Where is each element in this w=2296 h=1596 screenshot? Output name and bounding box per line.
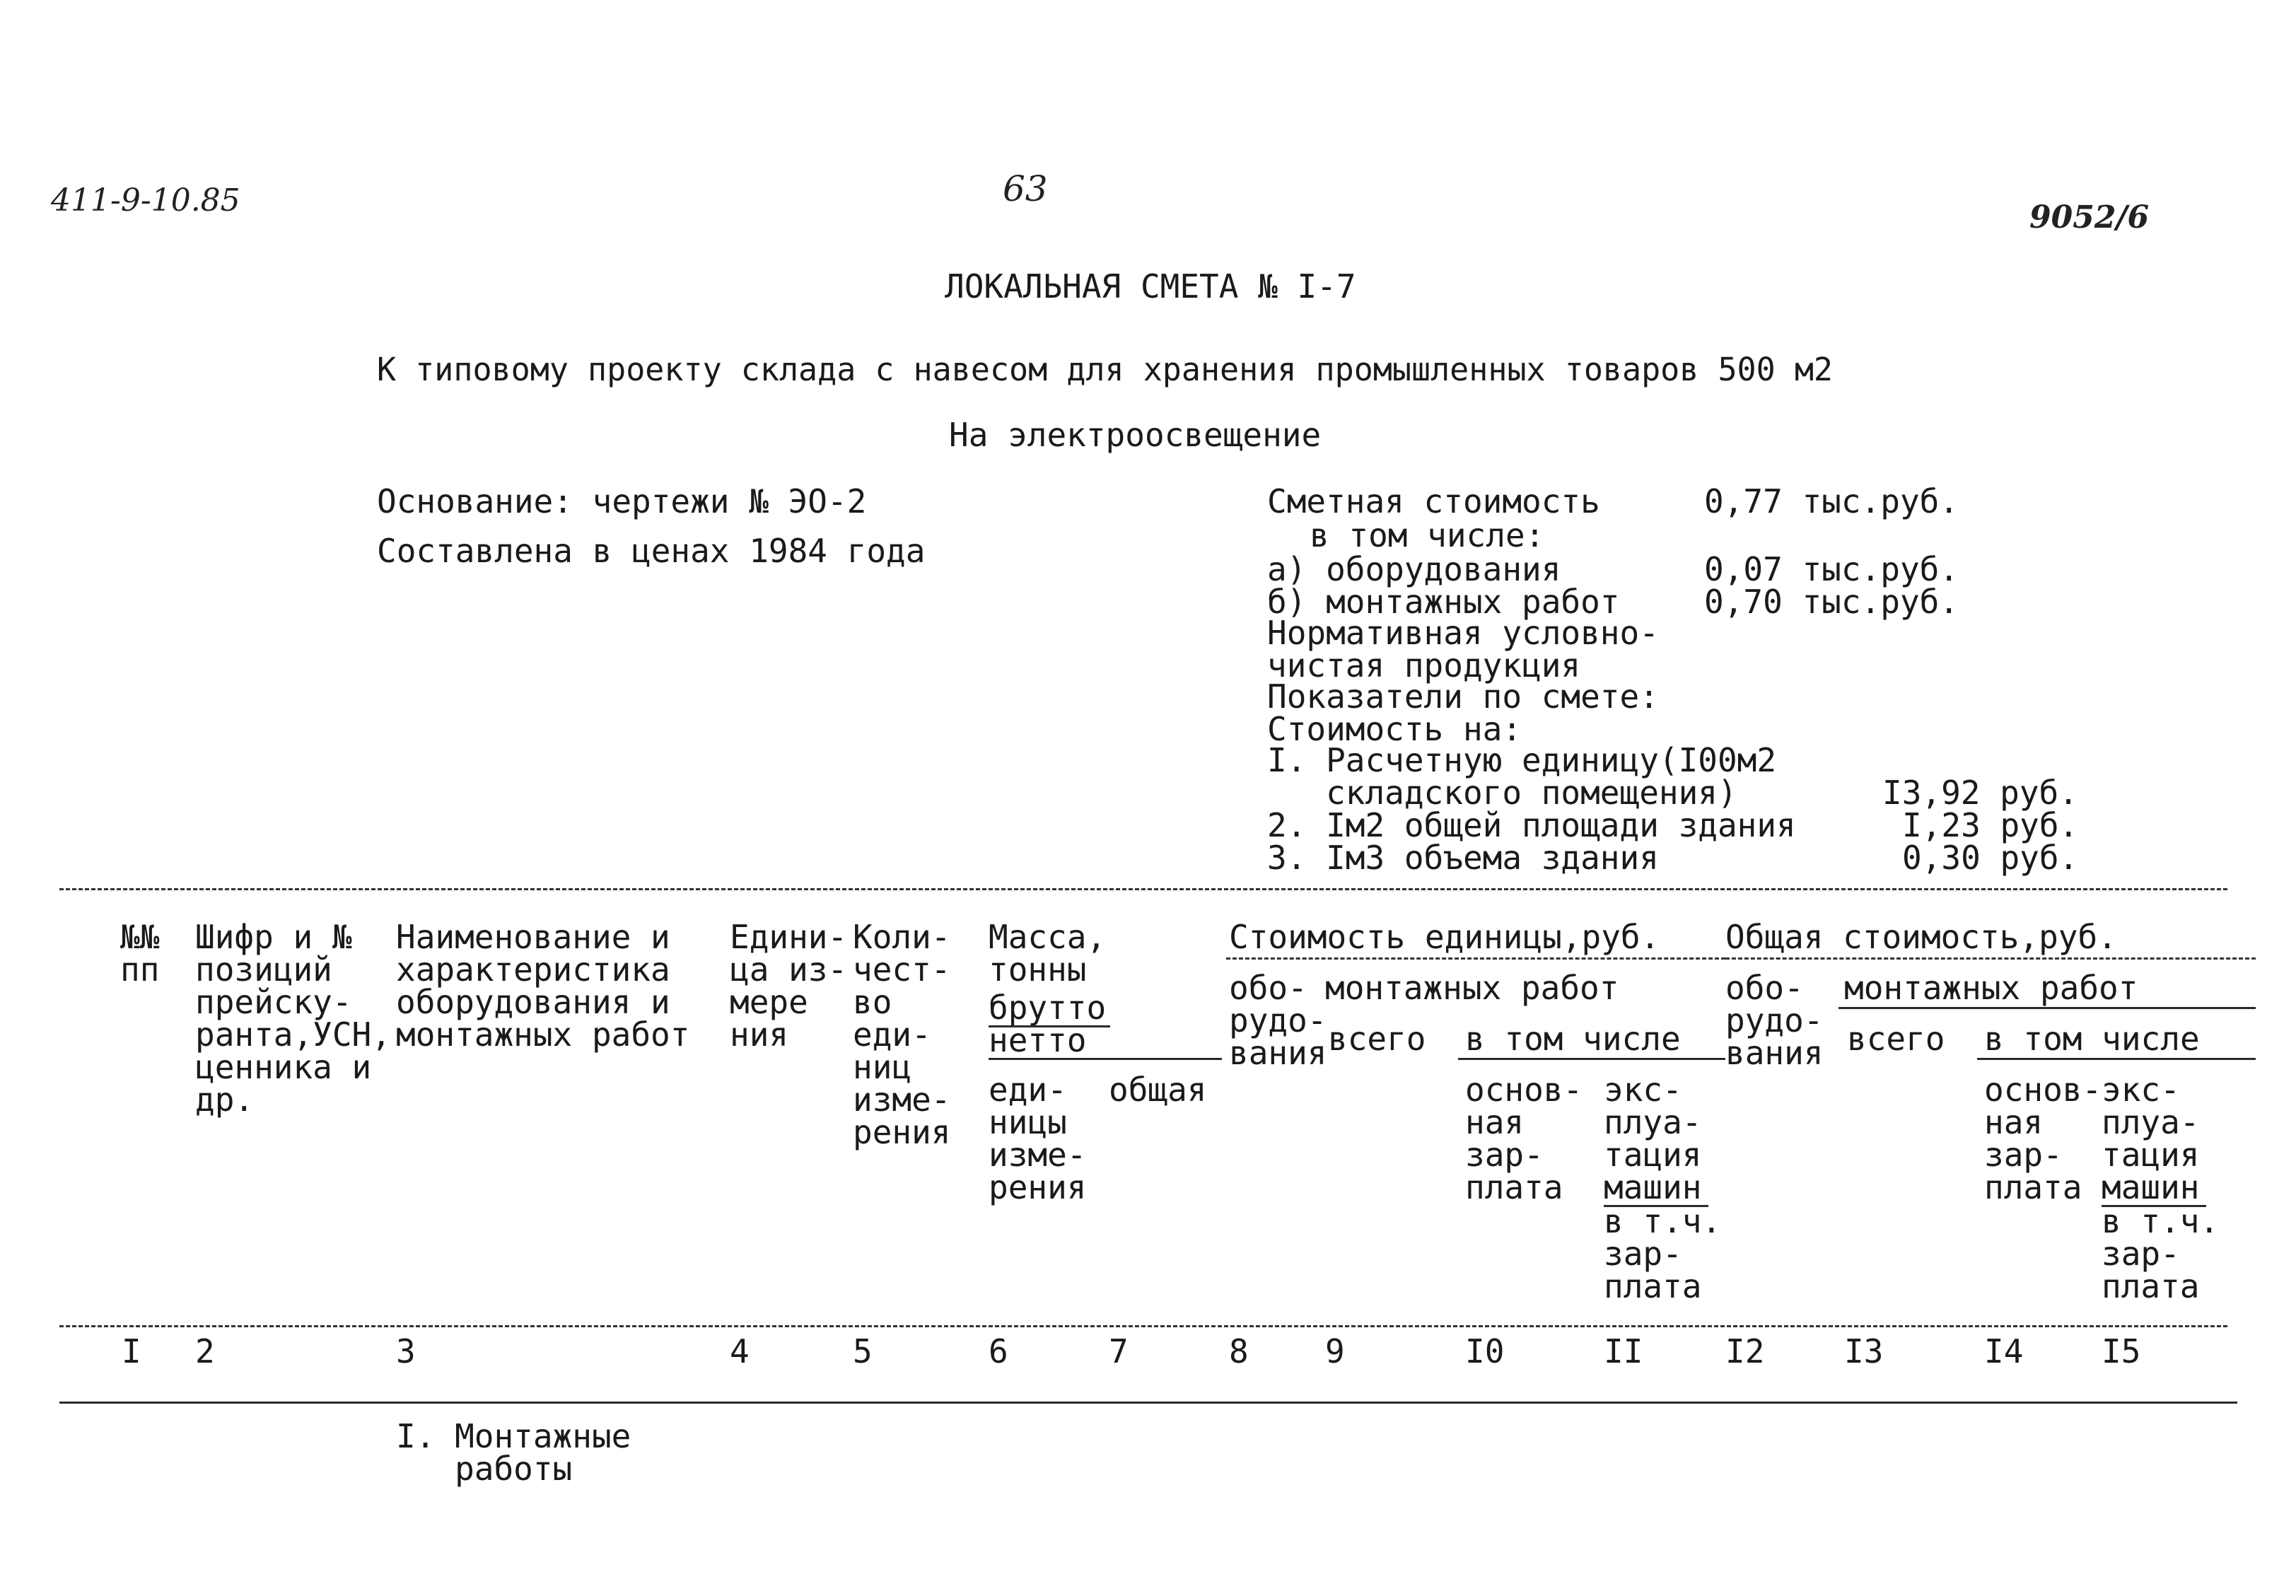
column-number: I3 (1844, 1332, 1884, 1370)
column-number: 6 (989, 1332, 1008, 1370)
indicator-2-label: 2. Iм2 общей площади здания (1267, 806, 1796, 844)
indicator-3-label: 3. Iм3 объема здания (1267, 839, 1659, 877)
indicator-2-value: I,23 руб. (1902, 806, 2079, 844)
cost-per-label: Стоимость на: (1267, 710, 1522, 748)
unit-cost-rule (1226, 957, 1725, 960)
norm-product-label: Нормативная условно- чистая продукция (1267, 614, 1659, 685)
header-total-incl: в том числе (1984, 1020, 2200, 1058)
header-mass: Масса, тонны (989, 918, 1107, 989)
header-unit-machine-salary: в т.ч. зар- плата (1604, 1202, 1722, 1305)
header-total-machine-salary: в т.ч. зар- плата (2102, 1202, 2220, 1305)
column-number: 2 (195, 1332, 215, 1370)
cost-total-label: Сметная стоимость (1267, 482, 1600, 520)
total-incl-rule (1977, 1058, 2256, 1060)
table-top-rule (59, 888, 2227, 890)
header-bottom-rule (59, 1325, 2227, 1327)
header-unit-equipment: обо- рудо- вания (1229, 969, 1327, 1072)
archive-number: 9052/6 (2029, 199, 2150, 235)
column-number: 4 (730, 1332, 750, 1370)
header-row-number: №№ пп (120, 918, 160, 989)
header-brutto: брутто (989, 989, 1107, 1027)
total-cost-rule (1725, 957, 2256, 960)
column-number: 5 (853, 1332, 873, 1370)
column-number: I2 (1725, 1332, 1765, 1370)
indicators-label: Показатели по смете: (1267, 677, 1659, 716)
header-unit-incl: в том числе (1465, 1020, 1681, 1058)
column-numbers-rule (59, 1402, 2237, 1404)
column-number: II (1604, 1332, 1643, 1370)
header-unit-base-salary: основ- ная зар- плата (1465, 1071, 1583, 1206)
header-unit-machines: экс- плуа- тация машин (1604, 1071, 1702, 1206)
cost-equipment-value: 0,07 тыс.руб. (1704, 550, 1959, 588)
header-unit-installation: монтажных работ (1325, 969, 1619, 1007)
header-quantity: Коли- чест- во еди- ниц изме- рения (853, 918, 951, 1151)
column-number: 7 (1109, 1332, 1129, 1370)
page-number: 63 (1003, 168, 1048, 209)
column-number: 9 (1325, 1332, 1345, 1370)
cost-including-label: в том числе: (1310, 516, 1545, 554)
column-number: I (122, 1332, 141, 1370)
document-title: ЛОКАЛЬНАЯ СМЕТА № I-7 (945, 267, 1356, 305)
section-row-label: I. Монтажные работы (396, 1417, 631, 1488)
indicator-1-value: I3,92 руб. (1882, 774, 2078, 812)
header-unit-all: всего (1328, 1020, 1426, 1058)
header-total-equipment: обо- рудо- вания (1725, 969, 1824, 1072)
header-total-machines: экс- плуа- тация машин (2102, 1071, 2200, 1206)
cost-equipment-label: а) оборудования (1267, 550, 1561, 588)
header-name: Наименование и характеристика оборудования и монтажных работ (396, 918, 690, 1054)
header-mass-unit: еди- ницы изме- рения (989, 1071, 1087, 1206)
column-number: I5 (2102, 1332, 2141, 1370)
total-installation-rule (1838, 1007, 2256, 1009)
header-unit: Едини- ца из- мере ния (730, 918, 848, 1054)
header-unit-cost: Стоимость единицы,руб. (1229, 918, 1660, 956)
document-code: 411-9-10.85 (51, 182, 240, 219)
header-netto: нетто (989, 1021, 1087, 1059)
indicator-3-value: 0,30 руб. (1902, 839, 2079, 877)
section-title: На электроосвещение (949, 416, 1322, 454)
column-number: 8 (1229, 1332, 1249, 1370)
header-total-cost: Общая стоимость,руб. (1725, 918, 2117, 956)
column-number: I4 (1984, 1332, 2024, 1370)
header-total-all: всего (1847, 1020, 1945, 1058)
header-code: Шифр и № позиций прейску- ранта,УСН, ценника и др. (195, 918, 391, 1119)
header-mass-total: общая (1109, 1071, 1207, 1109)
unit-incl-rule (1458, 1058, 1725, 1060)
cost-total-value: 0,77 тыс.руб. (1704, 482, 1959, 520)
cost-installation-label: б) монтажных работ (1267, 583, 1620, 621)
header-total-base-salary: основ- ная зар- плата (1984, 1071, 2102, 1206)
mass-subrule (989, 1058, 1222, 1060)
column-number: I0 (1465, 1332, 1505, 1370)
basis-drawings: Основание: чертежи № ЭО-2 (377, 482, 867, 520)
document-subtitle: К типовому проекту склада с навесом для хранения промышленных товаров 500 м2 (377, 351, 1834, 388)
indicator-1-label: I. Расчетную единицу(I00м2 складского помещения) (1267, 741, 1777, 812)
column-number: 3 (396, 1332, 416, 1370)
basis-prices: Составлена в ценах 1984 года (377, 532, 926, 570)
cost-installation-value: 0,70 тыс.руб. (1704, 583, 1959, 621)
header-total-installation: монтажных работ (1844, 969, 2138, 1007)
